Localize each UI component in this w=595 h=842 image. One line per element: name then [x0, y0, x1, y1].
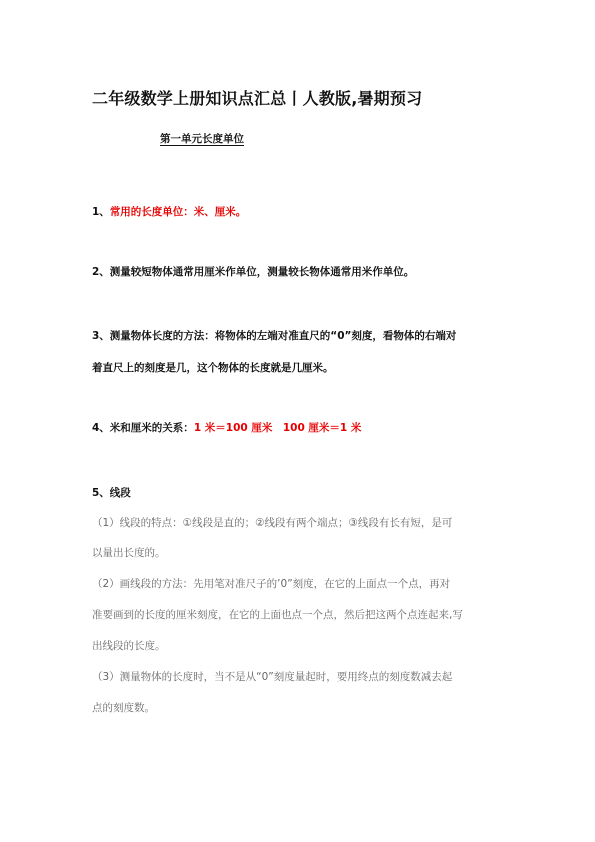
point-5-heading: 5、线段: [92, 487, 131, 499]
point-5-para-1-line-1: （1）线段的特点：①线段是直的；②线段有两个端点；③线段有长有短，是可: [92, 517, 453, 529]
point-5-para-1-line-2: 以量出长度的。: [92, 547, 166, 559]
point-5-para-2-line-2: 准要画到的长度的厘米刻度，在它的上面也点一个点，然后把这两个点连起来,写: [92, 609, 463, 621]
unit-title: 第一单元长度单位: [160, 133, 244, 145]
point-4: [92, 420, 361, 435]
point-5-para-3-line-2: 点的刻度数。: [92, 702, 155, 714]
point-4-label: 4、米和厘米的关系：: [92, 422, 194, 434]
point-5-para-2-line-3: 出线段的长度。: [92, 640, 166, 652]
point-5-para-2-line-1: （2）画线段的方法：先用笔对准尺子的’0”刻度，在它的上面点一个点，再对: [92, 578, 451, 590]
point-1-text: 常用的长度单位：米、厘米。: [109, 206, 247, 218]
point-5-para-3-line-1: （3）测量物体的长度时，当不是从“0”刻度量起时，要用终点的刻度数减去起: [92, 671, 453, 683]
point-3-line-1: 3、测量物体长度的方法：将物体的左端对准直尺的“0”刻度，看物体的右端对: [92, 330, 457, 342]
page-title: 二年级数学上册知识点汇总丨人教版,暑期预习: [92, 89, 423, 108]
point-3-line-2: 着直尺上的刻度是几，这个物体的长度就是几厘米。: [92, 362, 334, 374]
point-1-number: 1、: [92, 206, 110, 218]
point-2: 2、测量较短物体通常用厘米作单位，测量较长物体通常用米作单位。: [92, 266, 415, 278]
point-4-relation: 1 米＝100 厘米 100 厘米＝1 米: [193, 422, 362, 434]
point-1: [92, 204, 246, 219]
